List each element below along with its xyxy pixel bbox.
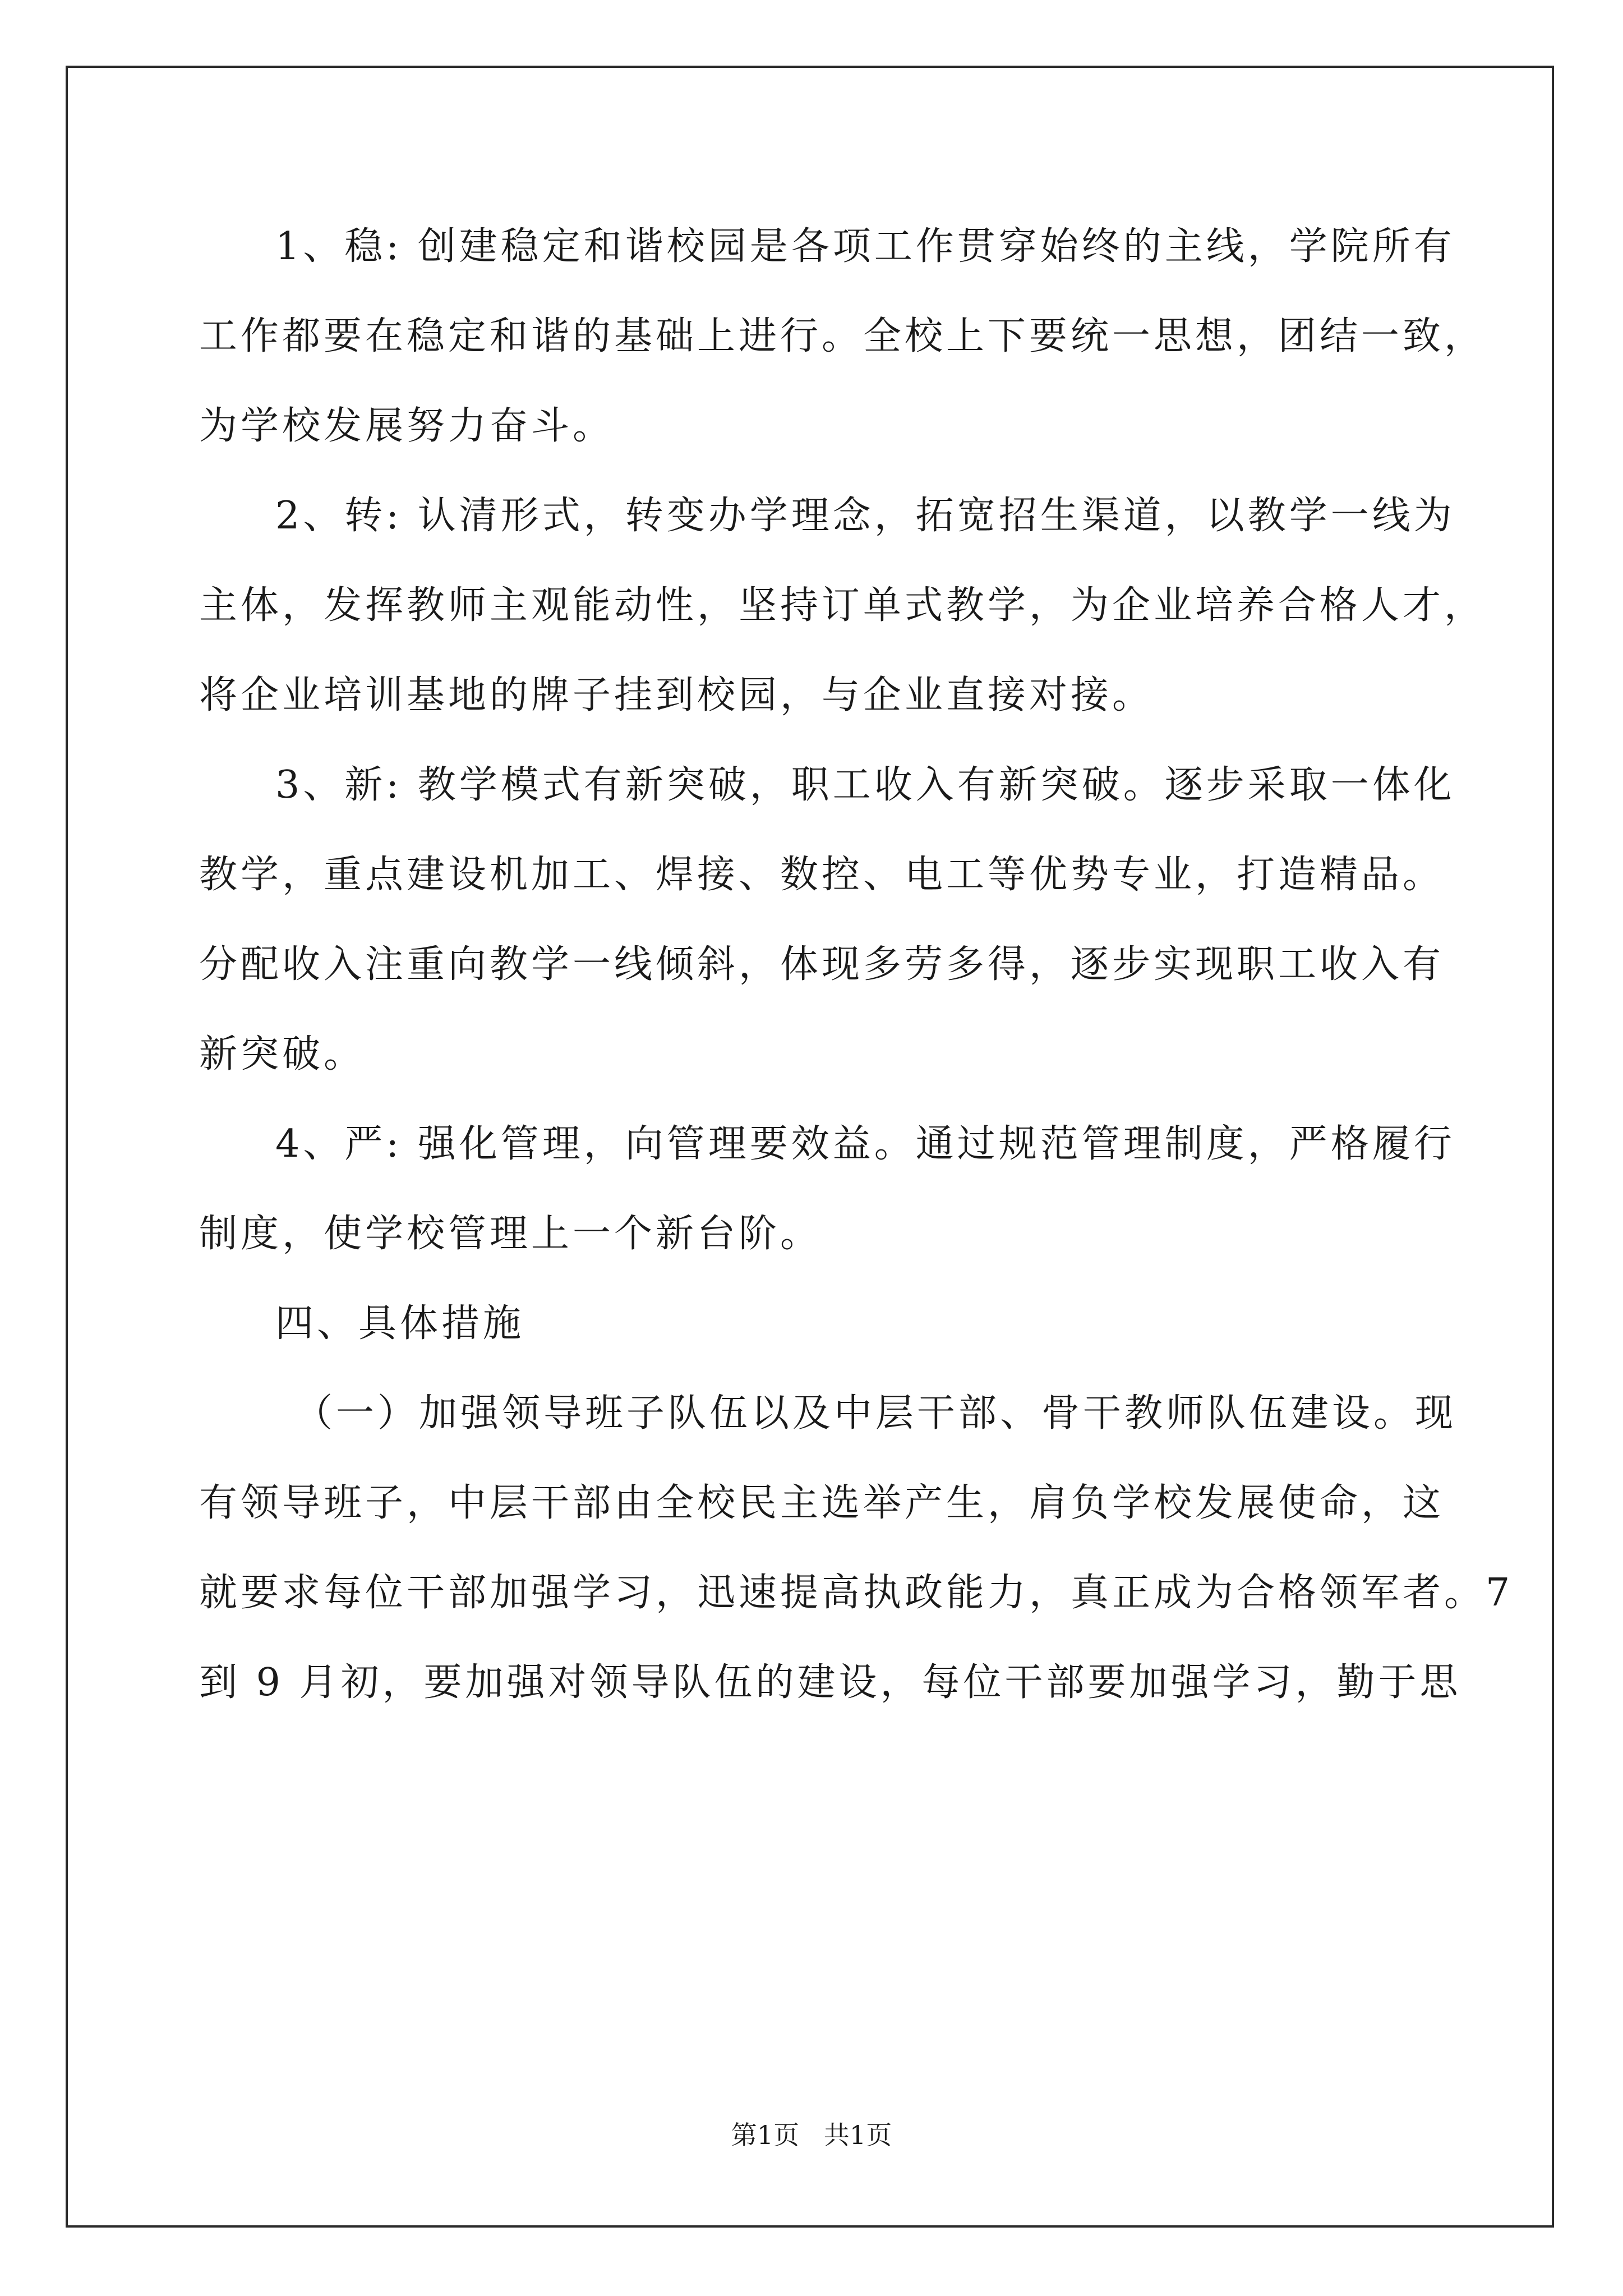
paragraph-5-line-2: 有领导班子，中层干部由全校民主选举产生，肩负学校发展使命，这 xyxy=(199,1481,1445,1525)
paragraph-3-line-3: 分配收入注重向教学一线倾斜，体现多劳多得，逐步实现职工收入有 xyxy=(199,942,1445,987)
paragraph-3-line-4: 新突破。 xyxy=(199,1032,366,1076)
page-footer xyxy=(0,2115,1623,2152)
paragraph-3-line-1: 3、新: 教学模式有新突破，职工收入有新突破。逐步采取一体化 xyxy=(275,763,1455,807)
paragraph-1-line-2: 工作都要在稳定和谐的基础上进行。全校上下要统一思想，团结一致， xyxy=(199,314,1486,358)
paragraph-1-line-1: 1、稳: 创建稳定和谐校园是各项工作贯穿始终的主线，学院所有 xyxy=(275,224,1455,269)
paragraph-5-line-3: 就要求每位干部加强学习，迅速提高执政能力，真正成为合格领军者。7 xyxy=(199,1571,1514,1615)
paragraph-2-line-1: 2、转: 认清形式，转变办学理念，拓宽招生渠道，以教学一线为 xyxy=(275,494,1455,538)
paragraph-2-line-2: 主体，发挥教师主观能动性，坚持订单式教学，为企业培养合格人才， xyxy=(199,583,1486,628)
paragraph-4-line-2: 制度，使学校管理上一个新台阶。 xyxy=(199,1212,822,1256)
paragraph-5-line-4: 到 9 月初，要加强对领导队伍的建设，每位干部要加强学习，勤于思 xyxy=(199,1660,1461,1705)
paragraph-5-line-1: （一）加强领导班子队伍以及中层干部、骨干教师队伍建设。现 xyxy=(294,1391,1457,1435)
section-heading: 四、具体措施 xyxy=(275,1301,525,1346)
paragraph-1-line-3: 为学校发展努力奋斗。 xyxy=(199,404,615,448)
page-number: 第1页 共1页 xyxy=(731,2120,892,2150)
document-body xyxy=(199,202,1514,1728)
paragraph-4-line-1: 4、严: 强化管理，向管理要效益。通过规范管理制度，严格履行 xyxy=(275,1122,1455,1166)
paragraph-2-line-3: 将企业培训基地的牌子挂到校园，与企业直接对接。 xyxy=(199,673,1154,717)
paragraph-3-line-2: 教学，重点建设机加工、焊接、数控、电工等优势专业，打造精品。 xyxy=(199,853,1445,897)
